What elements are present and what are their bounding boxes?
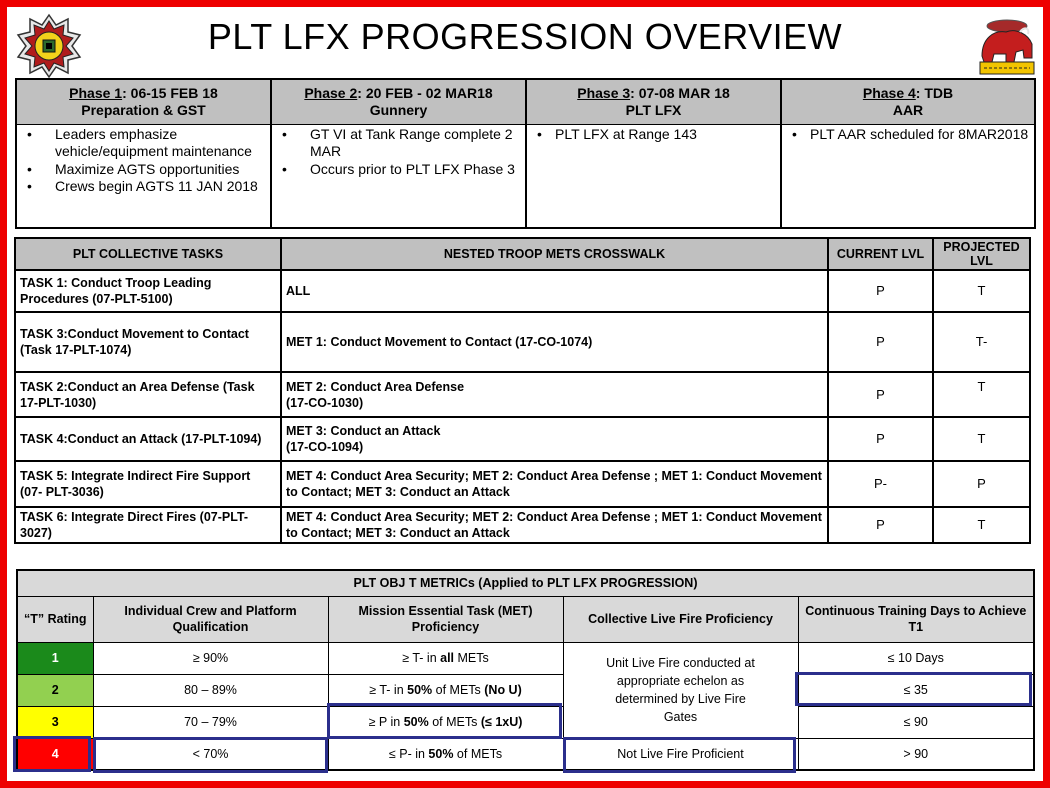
- met-cell: MET 4: Conduct Area Security; MET 2: Conduct Area Defense ; MET 1: Conduct Movement to Contact; MET 3: Conduct an Attack: [281, 461, 828, 507]
- met-proficiency-cell: ≤ P- in 50% of METs: [328, 738, 563, 770]
- current-level-cell: P: [828, 312, 933, 372]
- highlight-box: [795, 672, 1032, 706]
- met-cell: MET 4: Conduct Area Security; MET 2: Conduct Area Defense ; MET 1: Conduct Movement to Contact; MET 3: Conduct an Attack: [281, 507, 828, 543]
- current-level-cell: P: [828, 270, 933, 312]
- list-item: • Crews begin AGTS 11 JAN 2018: [21, 178, 266, 196]
- phase-2-details: [271, 124, 526, 228]
- tasks-header-row: [15, 238, 1030, 270]
- task-cell: TASK 1: Conduct Troop Leading Procedures (07-PLT-5100): [15, 270, 281, 312]
- list-item: • Leaders emphasize vehicle/equipment maintenance: [21, 126, 266, 161]
- phases-header-row: [16, 79, 1035, 124]
- live-fire-proficiency-cell: Not Live Fire Proficient: [563, 738, 798, 770]
- rating-cell: 1: [17, 642, 93, 674]
- current-level-cell: P-: [828, 461, 933, 507]
- phase-3-header: Phase 3: 07-08 MAR 18 PLT LFX: [526, 79, 781, 124]
- phase-4-header: Phase 4: TDB AAR: [781, 79, 1035, 124]
- phases-table: [15, 78, 1036, 229]
- metrics-header-row: [17, 596, 1034, 642]
- column-header: PLT COLLECTIVE TASKS: [15, 238, 281, 270]
- met-cell: ALL: [281, 270, 828, 312]
- column-header: Individual Crew and Platform Qualification: [93, 596, 328, 642]
- phases-body-row: [16, 124, 1035, 228]
- training-days-cell: ≤ 35: [798, 674, 1034, 706]
- table-row: [15, 461, 1030, 507]
- list-item: • GT VI at Tank Range complete 2 MAR: [276, 126, 521, 161]
- crew-qualification-cell: < 70%: [93, 738, 328, 770]
- collective-tasks-table: [14, 237, 1031, 544]
- met-cell: MET 2: Conduct Area Defense (17-CO-1030): [281, 372, 828, 417]
- page-title: PLT LFX PROGRESSION OVERVIEW: [207, 16, 843, 57]
- phase-3-details: [526, 124, 781, 228]
- training-days-cell: > 90: [798, 738, 1034, 770]
- live-fire-proficiency-cell: Unit Live Fire conducted at appropriate echelon as determined by Live Fire Gates: [563, 642, 798, 738]
- projected-level-cell: T-: [933, 312, 1030, 372]
- column-header: NESTED TROOP METS CROSSWALK: [281, 238, 828, 270]
- task-cell: TASK 4:Conduct an Attack (17-PLT-1094): [15, 417, 281, 461]
- crew-qualification-cell: 70 – 79%: [93, 706, 328, 738]
- crew-qualification-cell: 80 – 89%: [93, 674, 328, 706]
- met-cell: MET 3: Conduct an Attack (17-CO-1094): [281, 417, 828, 461]
- rating-cell: 4: [17, 738, 93, 770]
- highlight-box: [327, 703, 562, 739]
- training-days-cell: ≤ 10 Days: [798, 642, 1034, 674]
- training-days-cell: ≤ 90: [798, 706, 1034, 738]
- crew-qualification-cell: ≥ 90%: [93, 642, 328, 674]
- list-item: • Occurs prior to PLT LFX Phase 3: [276, 161, 521, 179]
- rating-cell: 2: [17, 674, 93, 706]
- current-level-cell: P: [828, 372, 933, 417]
- column-header: “T” Rating: [17, 596, 93, 642]
- current-level-cell: P: [828, 507, 933, 543]
- phase-1-details: [16, 124, 271, 228]
- projected-level-cell: T: [933, 270, 1030, 312]
- table-row: [15, 312, 1030, 372]
- task-cell: TASK 5: Integrate Indirect Fire Support (07- PLT-3036): [15, 461, 281, 507]
- table-row: [17, 642, 1034, 674]
- highlight-box: [93, 737, 328, 773]
- phase-1-header: Phase 1: 06-15 FEB 18 Preparation & GST: [16, 79, 271, 124]
- projected-level-cell: T: [933, 507, 1030, 543]
- met-cell: MET 1: Conduct Movement to Contact (17-CO-1074): [281, 312, 828, 372]
- list-item: • Maximize AGTS opportunities: [21, 161, 266, 179]
- column-header: Mission Essential Task (MET) Proficiency: [328, 596, 563, 642]
- column-header: CURRENT LVL: [828, 238, 933, 270]
- list-item: • PLT LFX at Range 143: [531, 126, 776, 144]
- highlight-box: [13, 736, 91, 772]
- column-header: PROJECTED LVL: [933, 238, 1030, 270]
- projected-level-cell: T: [933, 417, 1030, 461]
- table-row: [15, 507, 1030, 543]
- rating-cell: 3: [17, 706, 93, 738]
- column-header: Continuous Training Days to Achieve T1: [798, 596, 1034, 642]
- phase-4-details: [781, 124, 1035, 228]
- current-level-cell: P: [828, 417, 933, 461]
- list-item: • PLT AAR scheduled for 8MAR2018: [786, 126, 1030, 144]
- metrics-title: PLT OBJ T METRICs (Applied to PLT LFX PROGRESSION): [17, 570, 1034, 596]
- met-proficiency-cell: ≥ P in 50% of METs (≤ 1xU): [328, 706, 563, 738]
- projected-level-cell: P: [933, 461, 1030, 507]
- task-cell: TASK 2:Conduct an Area Defense (Task 17-PLT-1030): [15, 372, 281, 417]
- task-cell: TASK 3:Conduct Movement to Contact (Task 17-PLT-1074): [15, 312, 281, 372]
- metrics-title-row: [17, 570, 1034, 596]
- met-proficiency-cell: ≥ T- in all METs: [328, 642, 563, 674]
- task-cell: TASK 6: Integrate Direct Fires (07-PLT-3027): [15, 507, 281, 543]
- column-header: Collective Live Fire Proficiency: [563, 596, 798, 642]
- projected-level-cell: T: [933, 372, 1030, 417]
- table-row: [15, 270, 1030, 312]
- met-proficiency-cell: ≥ T- in 50% of METs (No U): [328, 674, 563, 706]
- highlight-box: [563, 737, 796, 773]
- table-row: [15, 417, 1030, 461]
- table-row: [15, 372, 1030, 417]
- phase-2-header: Phase 2: 20 FEB - 02 MAR18 Gunnery: [271, 79, 526, 124]
